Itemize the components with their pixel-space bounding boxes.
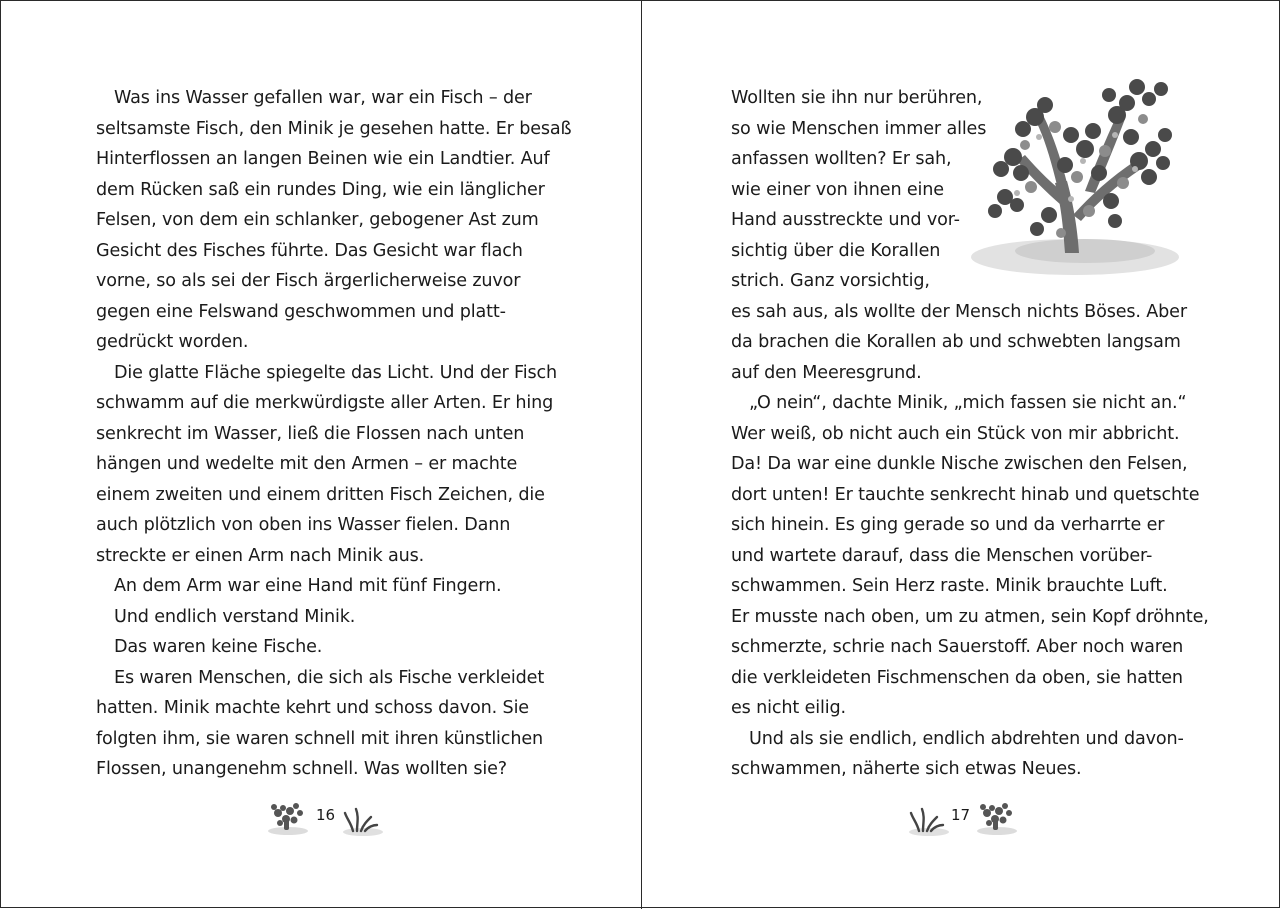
text-line: dem Rücken saß ein rundes Ding, wie ein länglicher: [96, 179, 545, 200]
text-line: Wer weiß, ob nicht auch ein Stück von mir abbricht.: [731, 423, 1180, 444]
left-page: [1, 1, 641, 909]
text-line: streckte er einen Arm nach Minik aus.: [96, 545, 425, 566]
text-line: folgten ihm, sie waren schnell mit ihren künstlichen: [96, 728, 543, 749]
text-line: die verkleideten Fischmenschen da oben, sie hatten: [731, 667, 1183, 688]
coral-icon: [266, 801, 310, 837]
text-line: Felsen, von dem ein schlanker, gebogener Ast zum: [96, 210, 539, 230]
text-line: auch plötzlich von oben ins Wasser fielen. Dann: [96, 515, 511, 535]
seaweed-icon: [341, 803, 385, 837]
right-page: [642, 1, 1280, 909]
text-line: Und endlich verstand Minik.: [114, 606, 356, 627]
text-line: es nicht eilig.: [731, 698, 846, 718]
text-line: wie einer von ihnen eine: [731, 179, 944, 200]
text-line: und wartete darauf, dass die Menschen vorüber-: [731, 545, 1153, 566]
text-line: hatten. Minik machte kehrt und schoss davon. Sie: [96, 698, 529, 718]
right-page-footer: [907, 801, 1087, 841]
text-line: Flossen, unangenehm schnell. Was wollten sie?: [96, 759, 507, 779]
text-line: schmerzte, schrie nach Sauerstoff. Aber noch waren: [731, 637, 1184, 657]
text-line: anfassen wollten? Er sah,: [731, 149, 952, 169]
text-line: An dem Arm war eine Hand mit fünf Fingern.: [114, 576, 502, 596]
text-line: schwammen, näherte sich etwas Neues.: [731, 759, 1082, 779]
text-line: gegen eine Felswand geschwommen und platt-: [96, 301, 506, 322]
text-line: schwammen. Sein Herz raste. Minik brauchte Luft.: [731, 576, 1168, 596]
text-line: Gesicht des Fisches führte. Das Gesicht war flach: [96, 240, 523, 261]
text-line: „O nein“, dachte Minik, „mich fassen sie nicht an.“: [749, 393, 1187, 413]
text-line: Das waren keine Fische.: [114, 637, 323, 657]
text-line: Was ins Wasser gefallen war, war ein Fisch – der: [114, 88, 532, 108]
text-line: senkrecht im Wasser, ließ die Flossen nach unten: [96, 423, 525, 444]
text-line: einem zweiten und einem dritten Fisch Zeichen, die: [96, 484, 545, 505]
text-line: Er musste nach oben, um zu atmen, sein Kopf dröhnte,: [731, 606, 1209, 627]
text-line: hängen und wedelte mit den Armen – er machte: [96, 454, 518, 474]
text-line: da brachen die Korallen ab und schwebten langsam: [731, 332, 1181, 352]
text-line: sich hinein. Es ging gerade so und da verharrte er: [731, 515, 1165, 535]
text-line: dort unten! Er tauchte senkrecht hinab und quetschte: [731, 484, 1200, 505]
text-line: Wollten sie ihn nur berühren,: [731, 88, 983, 108]
text-line: Es waren Menschen, die sich als Fische verkleidet: [114, 667, 545, 688]
text-line: sichtig über die Korallen: [731, 240, 941, 261]
text-line: Die glatte Fläche spiegelte das Licht. Und der Fisch: [114, 362, 558, 383]
coral-illustration: [965, 65, 1185, 283]
text-line: Hand ausstreckte und vor-: [731, 210, 960, 230]
page-number: 16: [316, 806, 336, 824]
seaweed-icon: [907, 803, 951, 837]
text-line: so wie Menschen immer alles: [731, 118, 987, 139]
text-line: gedrückt worden.: [96, 332, 249, 352]
page-number: 17: [951, 806, 971, 824]
text-line: schwamm auf die merkwürdigste aller Arten. Er hing: [96, 393, 554, 413]
text-line: vorne, so als sei der Fisch ärgerlicherweise zuvor: [96, 271, 521, 291]
text-line: Da! Da war eine dunkle Nische zwischen den Felsen,: [731, 454, 1188, 474]
text-line: Hinterflossen an langen Beinen wie ein Landtier. Auf: [96, 149, 550, 169]
text-line: es sah aus, als wollte der Mensch nichts Böses. Aber: [731, 301, 1187, 322]
text-line: strich. Ganz vorsichtig,: [731, 271, 930, 291]
text-line: seltsamste Fisch, den Minik je gesehen hatte. Er besaß: [96, 118, 572, 139]
text-line: auf den Meeresgrund.: [731, 362, 922, 383]
text-line: Und als sie endlich, endlich abdrehten und davon-: [749, 728, 1184, 749]
left-page-footer: [266, 801, 446, 841]
coral-icon: [975, 801, 1019, 837]
